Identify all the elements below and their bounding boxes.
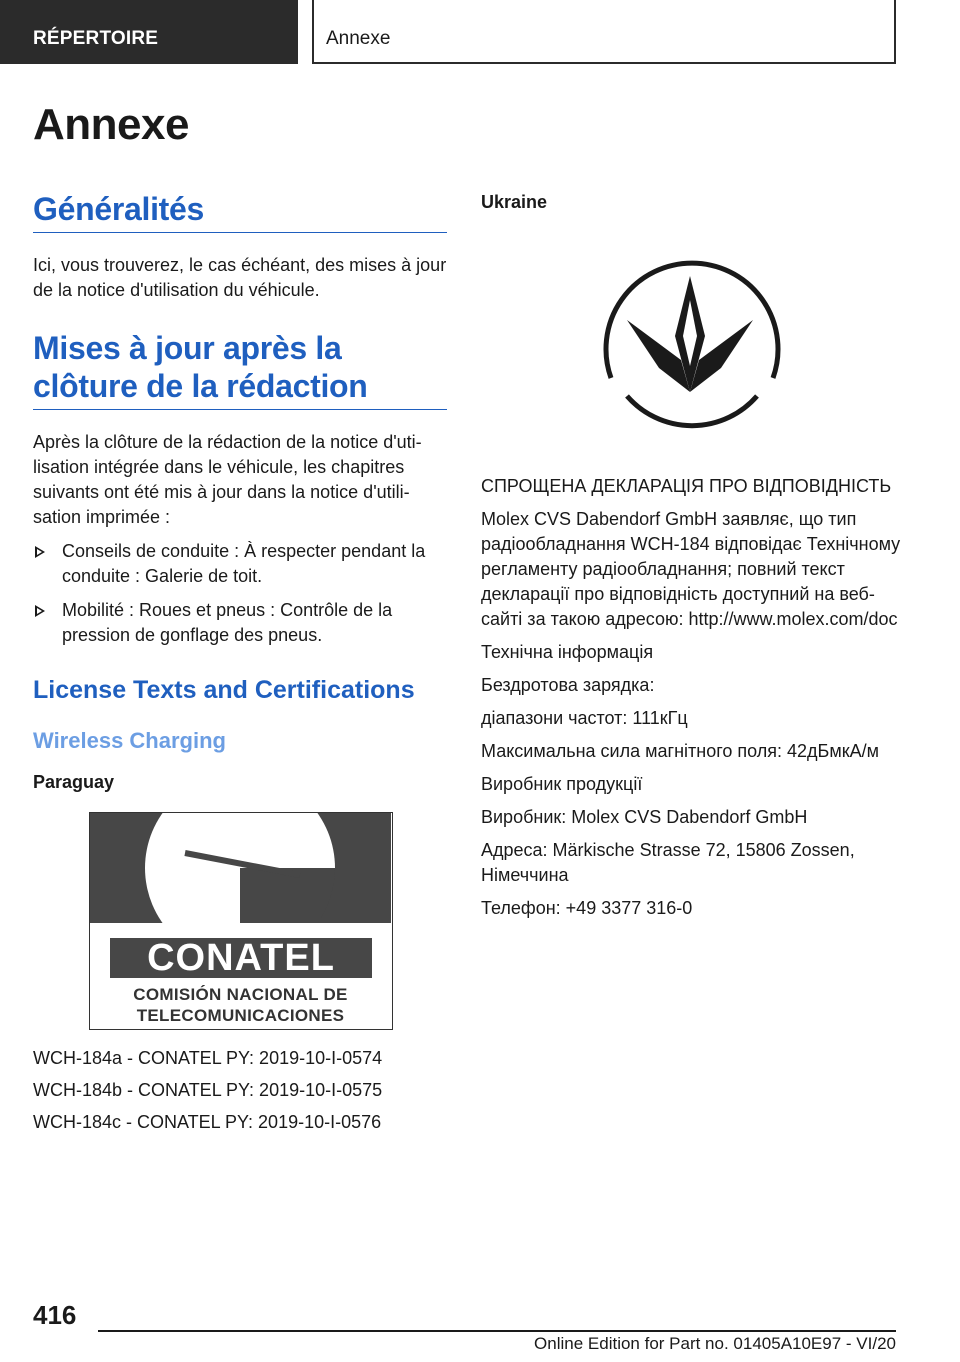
conatel-subtitle-1: COMISIÓN NACIONAL DE (133, 985, 348, 1004)
page-title: Annexe (33, 100, 189, 149)
header-section-label: RÉPERTOIRE (33, 28, 159, 49)
ukraine-paragraph: СПРОЩЕНА ДЕКЛАРАЦІЯ ПРО ВІДПОВІДНІСТЬ (481, 476, 892, 496)
heading-mises-line2: clôture de la rédaction (33, 368, 368, 404)
heading-generalites: Généralités (33, 190, 447, 233)
ukraine-paragraph: Виробник: Molex CVS Dabendorf GmbH (481, 807, 808, 827)
ukraine-paragraph: Molex CVS Dabendorf GmbH заявляє, що тип радіообладнання WCH-184 відповідає Технічному регламенту радіообладнання; повний текст декларації про відповідність доступний на веб-сайті за такою адресою: http://www.molex.com/doc (481, 509, 901, 629)
paraguay-cert-line: WCH-184b - CONATEL PY: 2019-10-I-0575 (33, 1080, 383, 1100)
generalites-body: Ici, vous trouverez, le cas échéant, des mises à jour de la notice d'utilisation du véhicule. (33, 255, 447, 300)
triangle-bullet-icon (35, 546, 45, 558)
footer-edition: Online Edition for Part no. 01405A10E97 - VI/20 (534, 1334, 896, 1353)
ukraine-paragraph: Адреса: Märkische Strasse 72, 15806 Zossen, Німеччина (481, 840, 855, 885)
left-column (33, 190, 447, 1135)
heading-mises-a-jour (33, 329, 447, 410)
triangle-bullet-icon (35, 605, 45, 617)
paraguay-cert-line: WCH-184a - CONATEL PY: 2019-10-I-0574 (33, 1048, 383, 1068)
conatel-subtitle-2: TELECOMUNICACIONES (136, 1006, 345, 1025)
heading-paraguay: Paraguay (33, 772, 115, 792)
conatel-brand-box (110, 938, 372, 978)
heading-mises-line1: Mises à jour après la (33, 330, 342, 366)
heading-license: License Texts and Certifications (33, 676, 415, 704)
mises-body: Après la clôture de la rédaction de la notice d'utilisation intégrée dans le véhicule, les chapitres suivants ont été mis à jour dans la notice d'utilisation imprimée : (33, 432, 422, 527)
list-item (33, 539, 447, 589)
ukraine-paragraph: діапазони частот: 111кГц (481, 708, 688, 728)
heading-wireless-charging: Wireless Charging (33, 728, 226, 753)
header-section-tab[interactable] (0, 0, 298, 64)
header-breadcrumb[interactable] (312, 0, 896, 64)
ukraine-paragraph: Телефон: +49 3377 316-0 (481, 898, 693, 918)
page-number: 416 (33, 1300, 77, 1330)
footer-divider (98, 1330, 896, 1332)
ukraine-conformity-mark-icon (597, 248, 787, 438)
conatel-emblem-icon (90, 813, 391, 923)
ukraine-paragraph: Технічна інформація (481, 642, 654, 662)
list-item (33, 598, 447, 648)
list-item-text: Mobilité : Roues et pneus : Contrôle de la pression de gonflage des pneus. (62, 600, 393, 645)
heading-ukraine: Ukraine (481, 192, 548, 212)
right-column (481, 190, 901, 921)
ukraine-paragraph: Бездротова зарядка: (481, 675, 655, 695)
paraguay-cert-line: WCH-184c - CONATEL PY: 2019-10-I-0576 (33, 1112, 382, 1132)
conatel-brand-text: CONATEL (147, 937, 335, 979)
conatel-logo (89, 812, 393, 1030)
list-item-text: Conseils de conduite : À respecter pendant la conduite : Galerie de toit. (62, 541, 426, 586)
ukraine-paragraph: Виробник продукції (481, 774, 643, 794)
header-breadcrumb-label: Annexe (326, 28, 391, 49)
ukraine-paragraph: Максимальна сила магнітного поля: 42дБмкА/м (481, 741, 879, 761)
